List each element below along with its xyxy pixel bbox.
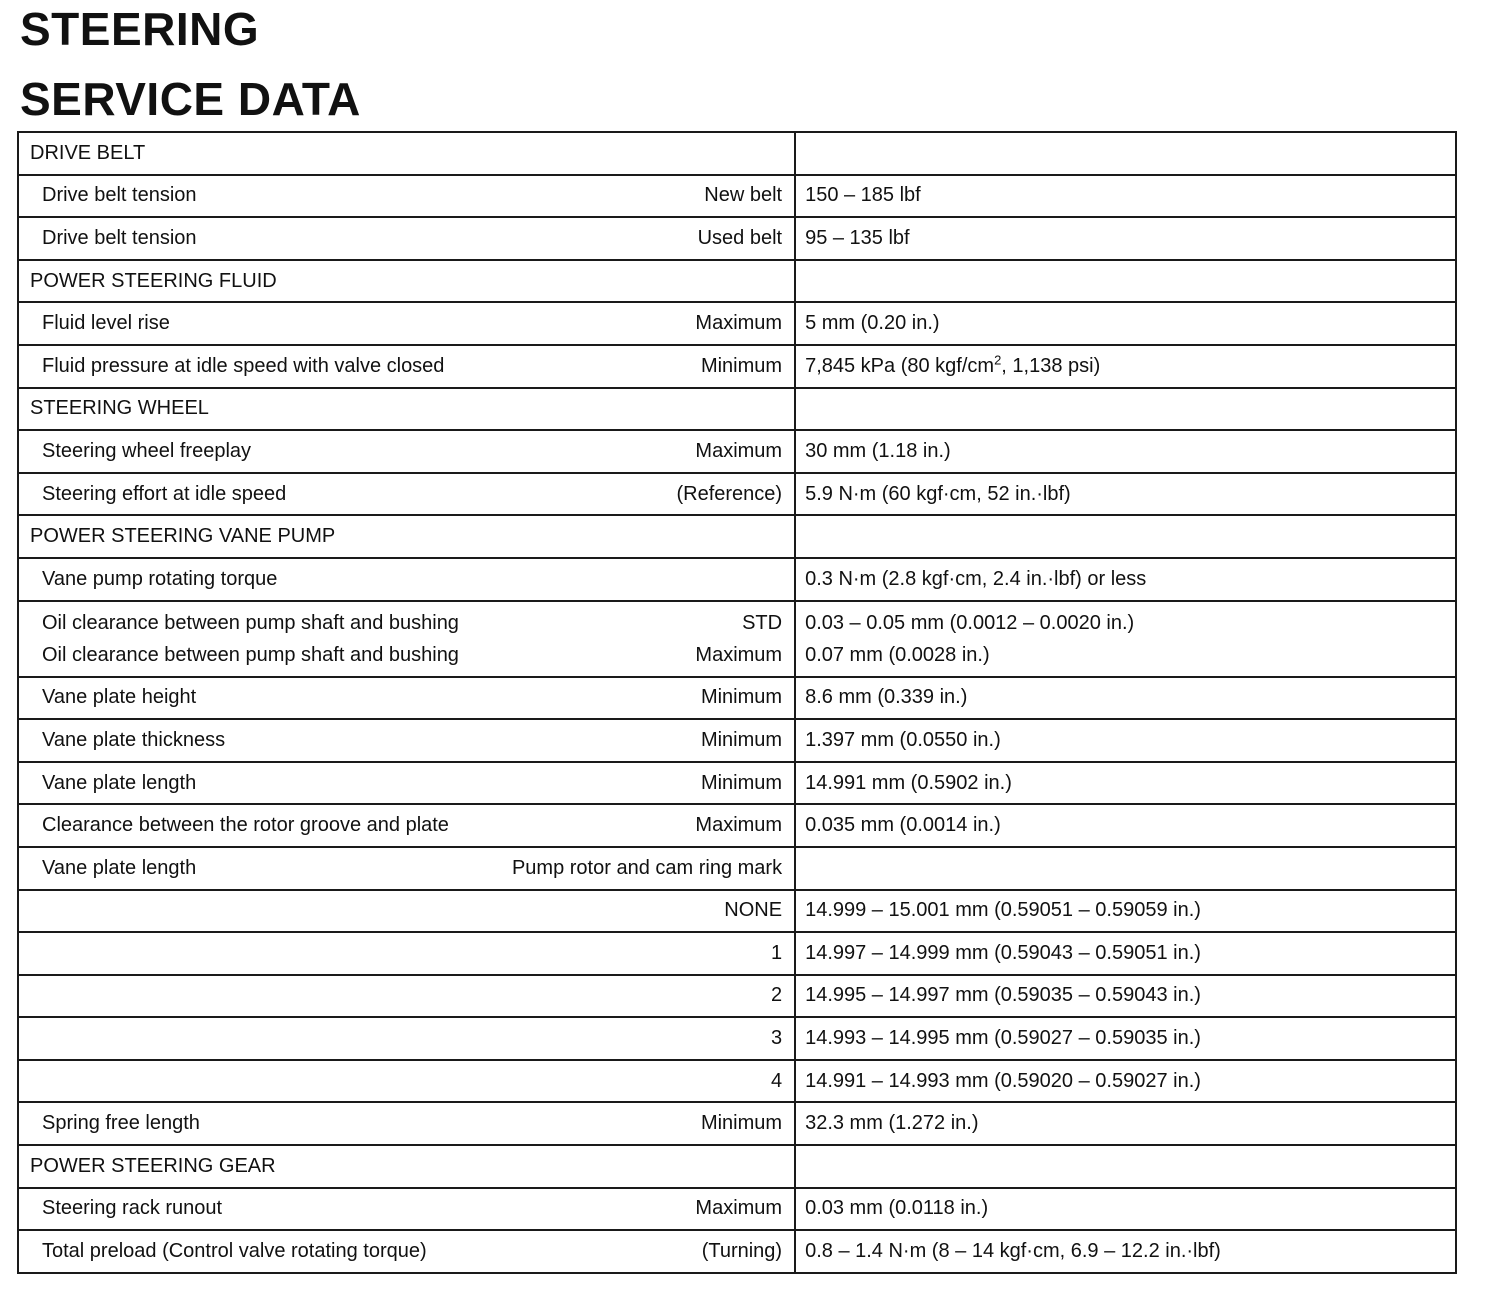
spec-value-text: 14.997 – 14.999 mm (0.59043 – 0.59051 in.)	[805, 941, 1201, 964]
table-row	[18, 601, 1456, 677]
spec-condition: Minimum	[700, 354, 783, 377]
spec-value	[796, 899, 1455, 922]
spec-condition: Minimum	[700, 686, 783, 709]
spec-value	[796, 1070, 1455, 1093]
spec-item-cell	[18, 890, 795, 933]
spec-item-cell	[18, 1102, 795, 1145]
section-heading	[19, 525, 794, 548]
spec-label: Total preload (Control valve rotating torque)	[42, 1240, 427, 1263]
section-row	[18, 260, 1456, 303]
spec-item-cell	[18, 217, 795, 260]
spec-value	[796, 1197, 1455, 1220]
spec-item-cell	[18, 430, 795, 473]
spec-value: 0.03 – 0.05 mm (0.0012 – 0.0020 in.)	[805, 611, 1135, 634]
spec-label: Oil clearance between pump shaft and bushing	[42, 643, 459, 666]
section-row	[18, 132, 1456, 175]
spec-condition: Maximum	[695, 1197, 783, 1220]
spec-label: Vane plate thickness	[42, 728, 226, 751]
spec-value-cell	[795, 515, 1456, 558]
section-heading-label: POWER STEERING VANE PUMP	[30, 525, 336, 548]
table-row	[18, 302, 1456, 345]
section-row	[18, 388, 1456, 431]
spec-label: Oil clearance between pump shaft and bushing	[42, 611, 459, 634]
spec-value-cell	[795, 1017, 1456, 1060]
spec-value-cell	[795, 847, 1456, 890]
spec-item	[19, 483, 794, 506]
spec-value-cell	[795, 132, 1456, 175]
spec-value-cell	[795, 302, 1456, 345]
spec-value-cell	[795, 1060, 1456, 1103]
spec-item	[19, 1070, 794, 1093]
spec-item-cell	[18, 132, 795, 175]
spec-item-cell	[18, 677, 795, 720]
spec-item-cell	[18, 388, 795, 431]
spec-value-cell	[795, 975, 1456, 1018]
spec-condition: Used belt	[697, 226, 783, 249]
spec-value-cell	[795, 719, 1456, 762]
spec-value-cell	[795, 762, 1456, 805]
spec-value-text: 150 – 185 lbf	[805, 184, 921, 207]
spec-value-text: 14.991 – 14.993 mm (0.59020 – 0.59027 in.)	[805, 1069, 1201, 1092]
spec-value-cell	[795, 601, 1456, 677]
spec-value-cell	[795, 388, 1456, 431]
spec-value	[796, 483, 1455, 506]
table-row	[18, 1230, 1456, 1273]
spec-condition-stack	[695, 607, 782, 671]
spec-condition: 2	[770, 984, 783, 1007]
spec-value-text: 14.993 – 14.995 mm (0.59027 – 0.59035 in.)	[805, 1027, 1201, 1050]
spec-item	[19, 1112, 794, 1135]
section-heading	[19, 1155, 794, 1178]
spec-value-stack	[796, 607, 1455, 671]
section-heading-label: DRIVE BELT	[30, 141, 146, 164]
spec-item	[19, 440, 794, 463]
table-row	[18, 217, 1456, 260]
spec-item-cell	[18, 1188, 795, 1231]
spec-value	[796, 184, 1455, 207]
spec-value-cell	[795, 1145, 1456, 1188]
spec-item-cell	[18, 932, 795, 975]
spec-label: Steering effort at idle speed	[42, 482, 287, 505]
page-title: STEERING	[20, 3, 260, 55]
spec-condition: Maximum	[695, 643, 783, 666]
spec-condition: 1	[770, 941, 783, 964]
spec-item	[19, 814, 794, 837]
section-heading-label: POWER STEERING GEAR	[30, 1154, 276, 1177]
spec-value-cell	[795, 1188, 1456, 1231]
spec-item-cell	[18, 345, 795, 388]
service-data-table	[17, 131, 1457, 1274]
spec-value-text: 14.999 – 15.001 mm (0.59051 – 0.59059 in.)	[805, 899, 1201, 922]
spec-label: Fluid level rise	[42, 312, 170, 335]
table-row	[18, 1060, 1456, 1103]
spec-condition: 3	[770, 1027, 783, 1050]
table-row	[18, 890, 1456, 933]
spec-condition: Pump rotor and cam ring mark	[511, 856, 783, 879]
spec-item-cell	[18, 1017, 795, 1060]
spec-item-cell	[18, 302, 795, 345]
table-row	[18, 1017, 1456, 1060]
spec-item	[19, 312, 794, 335]
spec-item	[19, 984, 794, 1007]
spec-value	[796, 352, 1455, 378]
spec-value	[796, 686, 1455, 709]
spec-value-cell	[795, 473, 1456, 516]
spec-value	[796, 942, 1455, 965]
spec-value-cell	[795, 558, 1456, 601]
table-row	[18, 975, 1456, 1018]
spec-item-cell	[18, 762, 795, 805]
spec-value-cell	[795, 1102, 1456, 1145]
spec-condition: Minimum	[700, 1112, 783, 1135]
spec-label: Vane plate length	[42, 771, 197, 794]
spec-item	[19, 227, 794, 250]
spec-item	[19, 568, 794, 591]
section-row	[18, 515, 1456, 558]
spec-value-text: 7,845 kPa (80 kgf/cm	[805, 354, 995, 377]
spec-value-cell	[795, 217, 1456, 260]
spec-value	[796, 1027, 1455, 1050]
spec-item-cell	[18, 175, 795, 218]
spec-condition: (Turning)	[701, 1240, 783, 1263]
spec-label: Vane plate length	[42, 856, 197, 879]
table-row	[18, 804, 1456, 847]
spec-condition: 4	[770, 1069, 783, 1092]
page-subtitle: SERVICE DATA	[20, 73, 361, 125]
spec-value	[796, 772, 1455, 795]
spec-value-text: 30 mm (1.18 in.)	[805, 439, 951, 462]
spec-item	[19, 857, 794, 880]
spec-value-superscript: 2	[994, 352, 1002, 368]
table-row	[18, 677, 1456, 720]
service-data-table-body	[18, 132, 1456, 1273]
table-row	[18, 473, 1456, 516]
table-row	[18, 847, 1456, 890]
table-row	[18, 932, 1456, 975]
spec-label: Fluid pressure at idle speed with valve closed	[42, 354, 445, 377]
spec-value	[796, 312, 1455, 335]
spec-item-cell	[18, 1145, 795, 1188]
spec-label: Drive belt tension	[42, 226, 197, 249]
spec-item-cell	[18, 260, 795, 303]
table-row	[18, 345, 1456, 388]
spec-item	[19, 772, 794, 795]
spec-label: Steering wheel freeplay	[42, 439, 252, 462]
spec-value-text-after: , 1,138 psi)	[1001, 354, 1101, 377]
spec-value: 0.07 mm (0.0028 in.)	[805, 643, 990, 666]
spec-value	[796, 814, 1455, 837]
spec-item	[19, 607, 794, 671]
table-row	[18, 430, 1456, 473]
spec-condition: Maximum	[695, 439, 783, 462]
spec-condition: New belt	[704, 184, 783, 207]
spec-value	[796, 227, 1455, 250]
spec-label: Vane plate height	[42, 686, 197, 709]
spec-value-text: 5 mm (0.20 in.)	[805, 312, 940, 335]
section-heading-label: POWER STEERING FLUID	[30, 269, 277, 292]
spec-value	[796, 984, 1455, 1007]
spec-value-cell	[795, 1230, 1456, 1273]
spec-item-cell	[18, 804, 795, 847]
spec-value-cell	[795, 260, 1456, 303]
spec-condition: (Reference)	[676, 482, 783, 505]
spec-value-cell	[795, 932, 1456, 975]
spec-value-text: 1.397 mm (0.0550 in.)	[805, 728, 1001, 751]
section-heading	[19, 397, 794, 420]
spec-value-cell	[795, 175, 1456, 218]
spec-item	[19, 1240, 794, 1263]
spec-label: Vane pump rotating torque	[42, 567, 278, 590]
spec-value	[796, 1240, 1455, 1263]
spec-condition: Minimum	[700, 728, 783, 751]
spec-item-cell	[18, 558, 795, 601]
spec-item-cell	[18, 1060, 795, 1103]
section-heading	[19, 142, 794, 165]
spec-value-text: 14.991 mm (0.5902 in.)	[805, 771, 1012, 794]
spec-item-cell	[18, 975, 795, 1018]
spec-value	[796, 568, 1455, 591]
spec-value	[796, 729, 1455, 752]
spec-value-cell	[795, 890, 1456, 933]
spec-item-cell	[18, 515, 795, 558]
spec-item	[19, 942, 794, 965]
spec-item	[19, 355, 794, 378]
spec-item-cell	[18, 719, 795, 762]
spec-value-text: 0.035 mm (0.0014 in.)	[805, 814, 1001, 837]
spec-item	[19, 686, 794, 709]
spec-condition: STD	[742, 611, 783, 634]
table-row	[18, 175, 1456, 218]
spec-label: Drive belt tension	[42, 184, 197, 207]
spec-item-cell	[18, 601, 795, 677]
spec-value-text: 32.3 mm (1.272 in.)	[805, 1112, 979, 1135]
spec-value-text: 8.6 mm (0.339 in.)	[805, 686, 968, 709]
spec-item	[19, 184, 794, 207]
spec-label: Steering rack runout	[42, 1197, 223, 1220]
spec-value	[796, 440, 1455, 463]
spec-value-text: 95 – 135 lbf	[805, 226, 910, 249]
spec-value-cell	[795, 345, 1456, 388]
spec-condition: NONE	[724, 899, 783, 922]
table-row	[18, 719, 1456, 762]
spec-item-cell	[18, 847, 795, 890]
spec-item	[19, 899, 794, 922]
spec-value-text: 0.8 – 1.4 N·m (8 – 14 kgf·cm, 6.9 – 12.2 in.·lbf)	[805, 1240, 1221, 1263]
spec-label: Spring free length	[42, 1112, 200, 1135]
spec-item-cell	[18, 473, 795, 516]
spec-item-cell	[18, 1230, 795, 1273]
table-row	[18, 558, 1456, 601]
spec-item	[19, 1197, 794, 1220]
spec-label-stack	[42, 607, 459, 671]
table-row	[18, 1188, 1456, 1231]
spec-item	[19, 729, 794, 752]
section-heading	[19, 270, 794, 293]
spec-condition: Maximum	[695, 814, 783, 837]
spec-label: Clearance between the rotor groove and plate	[42, 814, 449, 837]
spec-value-text: 5.9 N·m (60 kgf·cm, 52 in.·lbf)	[805, 482, 1071, 505]
spec-condition: Minimum	[700, 771, 783, 794]
section-heading-label: STEERING WHEEL	[30, 397, 209, 420]
spec-value-text: 0.03 mm (0.0118 in.)	[805, 1197, 989, 1220]
spec-value	[796, 1112, 1455, 1135]
table-row	[18, 1102, 1456, 1145]
spec-item	[19, 1027, 794, 1050]
spec-value-cell	[795, 677, 1456, 720]
section-row	[18, 1145, 1456, 1188]
spec-value-text: 0.3 N·m (2.8 kgf·cm, 2.4 in.·lbf) or less	[805, 567, 1147, 590]
spec-condition: Maximum	[695, 312, 783, 335]
spec-value-text: 14.995 – 14.997 mm (0.59035 – 0.59043 in.)	[805, 984, 1201, 1007]
spec-value-cell	[795, 804, 1456, 847]
table-row	[18, 762, 1456, 805]
spec-value-cell	[795, 430, 1456, 473]
